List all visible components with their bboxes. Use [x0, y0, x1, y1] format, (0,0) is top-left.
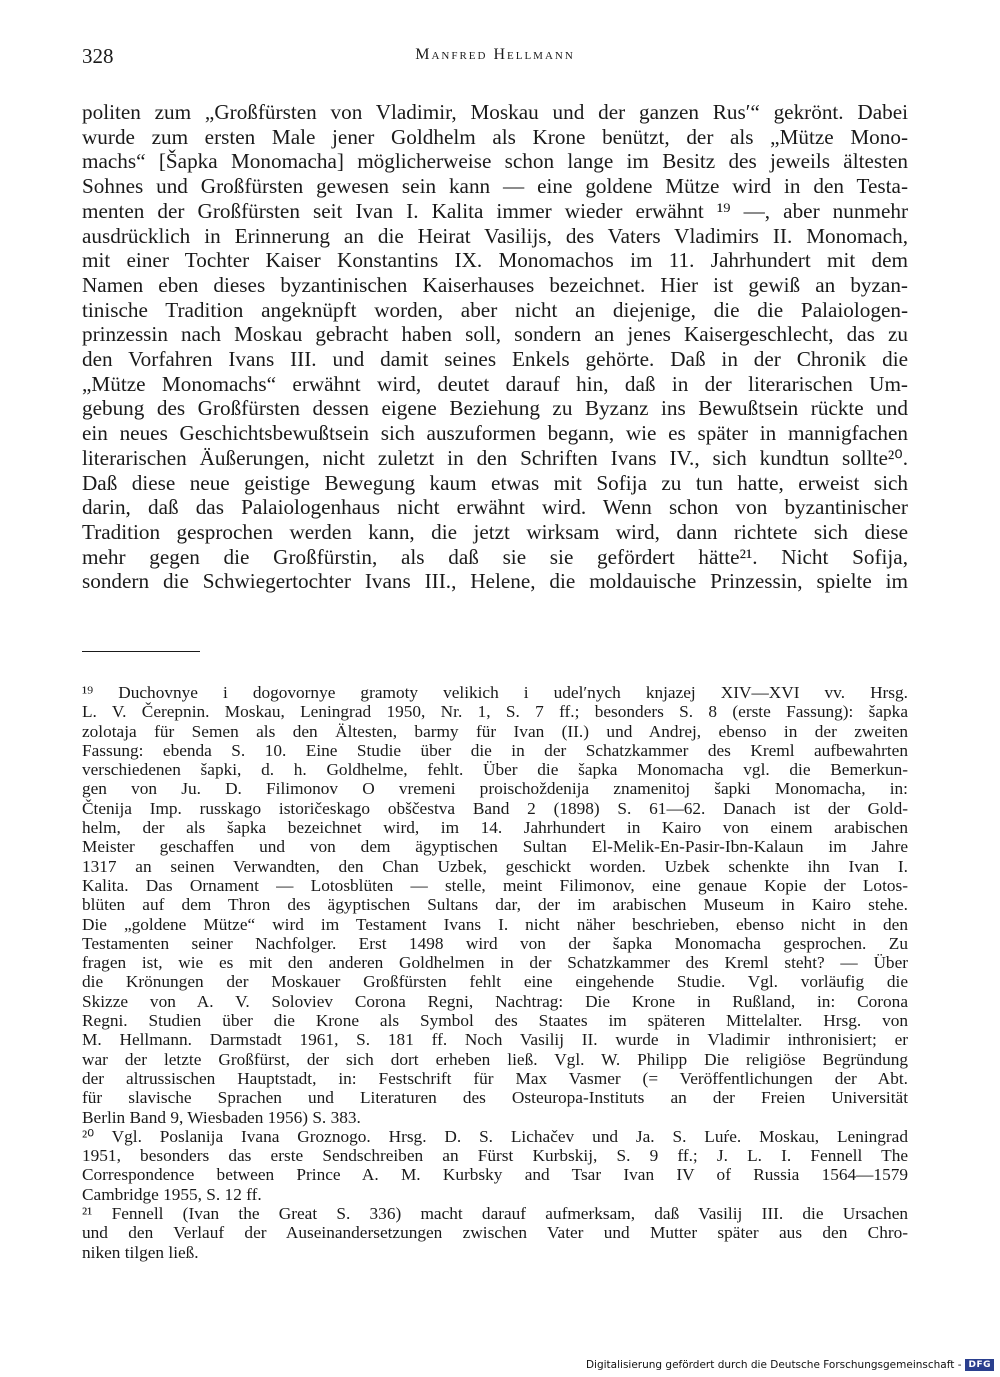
footnote-line: Kalita. Das Ornament — Lotosblüten — stelle, meint Filimonov, eine genaue Kopie der Lotos- [82, 875, 908, 895]
footnote-line: Die „goldene Mütze“ wird im Testament Ivans I. nicht näher beschrieben, ebenso nicht in den [82, 914, 908, 934]
footnote-line: war der letzte Großfürst, der sich dort erheben ließ. Vgl. W. Philipp Die religiöse Begründung [82, 1049, 908, 1069]
running-head: Manfred Hellmann [415, 46, 575, 63]
footnote-line: Cambridge 1955, S. 12 ff. [82, 1184, 262, 1204]
text-line: „Mütze Monomachs“ erwähnt wird, deutet darauf hin, daß in der literarischen Um- [82, 371, 908, 396]
text-line: machs“ [Šapka Monomacha] möglicherweise schon lange im Besitz des jeweils ältesten [82, 149, 908, 174]
digitization-credit [586, 1357, 994, 1372]
footnote-line: Correspondence between Prince A. M. Kurbsky and Tsar Ivan IV of Russia 1564—1579 [82, 1165, 908, 1185]
footnote-line: Meister geschaffen und von dem ägyptischen Sultan El-Melik-En-Pasir-Ibn-Kalaun im Jahre [82, 837, 908, 857]
footnote-line: Regni. Studien über die Krone als Symbol des Staates im späteren Mittelalter. Hrsg. von [82, 1011, 908, 1031]
footnote-line: 1317 an seinen Verwandten, den Chan Uzbek, geschickt worden. Uzbek schenkte ihn Ivan I. [82, 856, 908, 876]
page-header [82, 44, 908, 74]
text-line: prinzessin nach Moskau gebracht haben soll, sondern an jenes Kaisergeschlecht, das zu [82, 322, 908, 347]
footnote-line: ²⁰ Vgl. Poslanija Ivana Groznogo. Hrsg. D. S. Lichačev und Ja. S. Luŕe. Moskau, Leningrad [82, 1126, 908, 1146]
footnote-line: ¹⁹ Duchovnye i dogovornye gramoty velikich i udel′nych knjazej XIV—XVI vv. Hrsg. [82, 683, 908, 702]
text-line: gebung des Großfürsten dessen eigene Beziehung zu Byzanz ins Bewußtsein rückte und [82, 396, 908, 421]
footnote-line: blüten auf dem Thron des ägyptischen Sultans dar, der im arabischen Museum in Kairo stehe. [82, 895, 908, 915]
footnote-line: ²¹ Fennell (Ivan the Great S. 336) macht darauf aufmerksam, daß Vasilij III. die Ursachen [82, 1204, 908, 1224]
text-line: mit einer Tochter Kaiser Konstantins IX. Monomachos im 11. Jahrhundert mit dem [82, 248, 908, 273]
page-number: 328 [82, 44, 114, 68]
footnote-line: für slavische Sprachen und Literaturen des Osteuropa-Instituts an der Freien Universität [82, 1088, 908, 1108]
text-line: Sohnes und Großfürsten gewesen sein kann — eine goldene Mütze wird in den Testa- [82, 174, 908, 199]
credit-text: Digitalisierung gefördert durch die Deutsche Forschungsgemeinschaft - [585, 1358, 962, 1371]
text-line: politen zum „Großfürsten von Vladimir, Moskau und der ganzen Rus′“ gekrönt. Dabei [82, 100, 908, 124]
footnote-line: zolotaja für Semen als den Ältesten, barmy für Ivan (II.) und Andrej, ebenso in der zweiten [82, 721, 908, 741]
text-line: Namen eben dieses byzantinischen Kaiserhauses bezeichnet. Hier ist gewiß an byzan- [82, 272, 908, 297]
footnote-line: L. V. Čerepnin. Moskau, Leningrad 1950, Nr. 1, S. 7 ff.; besonders S. 8 (erste Fassung): šapka [82, 702, 908, 722]
dfg-logo: DFG [965, 1359, 994, 1371]
main-text [82, 100, 908, 594]
text-line: wurde zum ersten Male jener Goldhelm als Krone benützt, der als „Mütze Mono- [82, 124, 908, 149]
footnote-line: und den Verlauf der Auseinandersetzungen zwischen Vater und Mutter später aus den Chro- [82, 1223, 908, 1243]
footnote-line: niken tilgen ließ. [82, 1242, 199, 1262]
footnotes [82, 683, 908, 1262]
text-line: darin, daß das Palaiologenhaus nicht erwähnt wird. Wenn schon von byzantinischer [82, 495, 908, 520]
footnote-line: Fassung: ebenda S. 10. Eine Studie über die in der Schatzkammer des Kreml aufbewahrten [82, 740, 908, 760]
footnote-line: M. Hellmann. Darmstadt 1961, S. 181 ff. Noch Vasilij II. wurde in Vladimir inthronisiert; er [82, 1030, 908, 1050]
footnote-line: fragen ist, wie es mit den anderen Goldhelmen in der Schatzkammer des Kreml steht? — Über [82, 953, 908, 973]
text-line: tinische Tradition angeknüpft worden, aber nicht an diejenige, die die Palaiologen- [82, 297, 908, 322]
text-line: menten der Großfürsten seit Ivan I. Kalita immer wieder erwähnt ¹⁹ —, aber nunmehr [82, 198, 908, 223]
footnote-line: Čtenija Imp. russkago istoričeskago obščestva Band 2 (1898) S. 61—62. Danach ist der Gold- [82, 798, 908, 818]
text-line: ein neues Geschichtsbewußtsein sich auszuformen begann, wie es später in mannigfachen [82, 421, 908, 446]
text-line: den Vorfahren Ivans III. und damit seines Enkels gehörte. Daß in der Chronik die [82, 347, 908, 372]
text-line: mehr gegen die Großfürstin, als daß sie sie gefördert hätte²¹. Nicht Sofija, [82, 544, 908, 569]
footnote-line: die Krönungen der Moskauer Großfürsten fehlt eine eingehende Studie. Vgl. vorläufig die [82, 972, 908, 992]
text-line: literarischen Äußerungen, nicht zuletzt in den Schriften Ivans IV., sich kundtun sollte²⁰. [82, 445, 908, 470]
footnote-line: 1951, besonders das erste Sendschreiben an Fürst Kurbskij, S. 9 ff.; J. L. I. Fennell The [82, 1146, 908, 1166]
footnote-line: der altrussischen Hauptstadt, in: Festschrift für Max Vasmer (= Veröffentlichungen der Abt. [82, 1068, 908, 1088]
footnote-line: Testamenten seiner Nachfolger. Erst 1498 wird von der šapka Monomacha gesprochen. Zu [82, 933, 908, 953]
footnote-divider [82, 651, 200, 652]
footnote-line: Skizze von A. V. Soloviev Corona Regni, Nachtrag: Die Krone in Rußland, in: Corona [82, 991, 908, 1011]
text-line: ausdrücklich in Erinnerung an die Heirat Vasilijs, des Vaters Vladimirs II. Monomach, [82, 223, 908, 248]
footnote-line: gen von Ju. D. Filimonov O vremeni proischoždenija znamenitoj šapki Monomacha, in: [82, 779, 908, 799]
text-line: Tradition gesprochen werden kann, die jetzt wirksam wird, dann richtete sich diese [82, 519, 908, 544]
footnote-line: verschiedenen šapki, d. h. Goldhelme, fehlt. Über die šapka Monomacha vgl. die Bemerkun- [82, 760, 908, 780]
footnote-line: Berlin Band 9, Wiesbaden 1956) S. 383. [82, 1107, 361, 1127]
text-line: sondern die Schwiegertochter Ivans III., Helene, die moldauische Prinzessin, spielte im [82, 569, 908, 594]
text-line: Daß diese neue geistige Bewegung kaum etwas mit Sofija zu tun hatte, erweist sich [82, 470, 908, 495]
footnote-line: helm, der als šapka bezeichnet wird, im 14. Jahrhundert in Kairo von einem arabischen [82, 818, 908, 838]
